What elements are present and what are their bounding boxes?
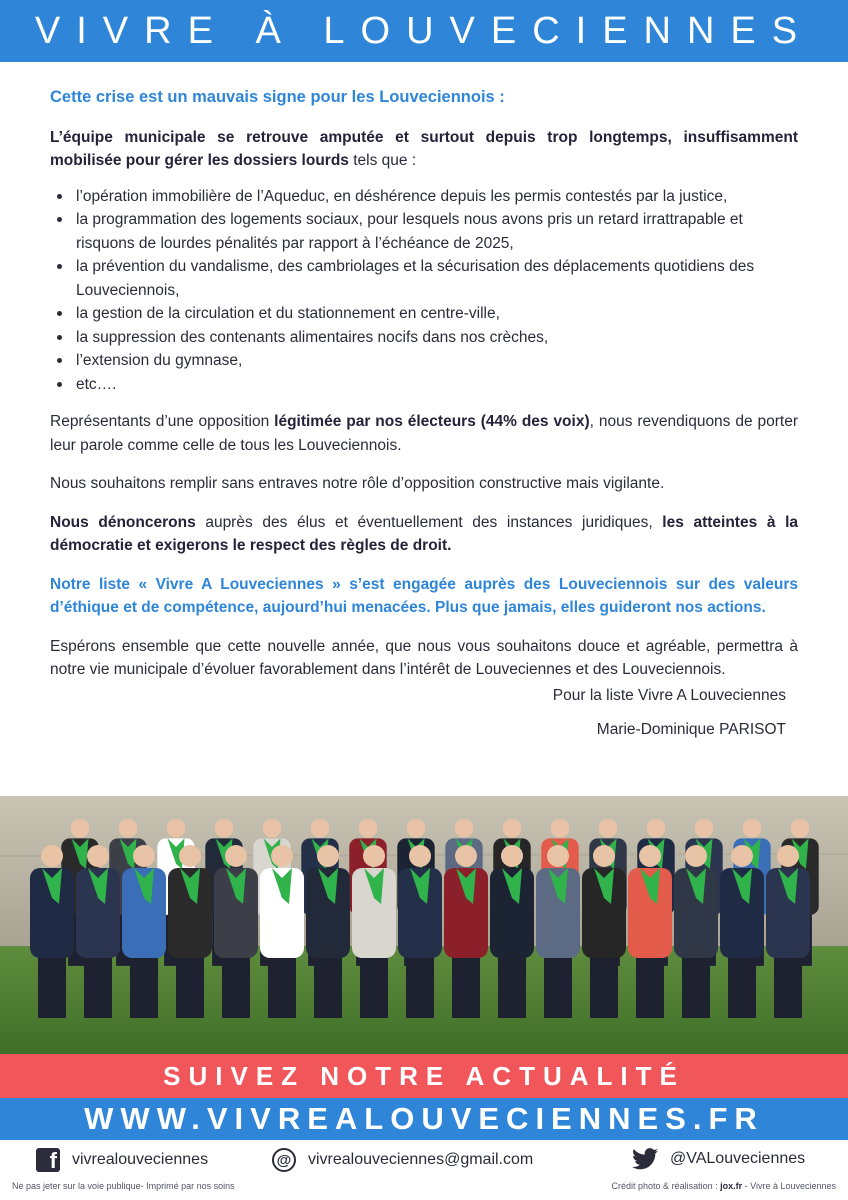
list-item: la programmation des logements sociaux, pour lesquels nous avons pris un retard irrattrapable et risquons de lourdes pénalités par rapport à l’échéance de 2025, — [50, 208, 798, 255]
footer-credit-brand: jox.fr — [720, 1181, 743, 1191]
p4-bold-a: Nous dénoncerons — [50, 513, 196, 531]
role-paragraph: Nous souhaitons remplir sans entraves notre rôle d’opposition constructive mais vigilante. — [50, 475, 665, 492]
website-banner[interactable]: WWW.VIVREALOUVECIENNES.FR — [0, 1098, 848, 1140]
group-photo-illustration — [0, 796, 848, 1054]
commitment-paragraph: Notre liste « Vivre A Louveciennes » s’est engagée auprès des Louveciennois sur des valeurs d’éthique et de compétence, aujourd’hui menacées. Plus que jamais, elles guideront nos actions. — [50, 575, 798, 616]
footer — [0, 1181, 848, 1200]
list-item: l’extension du gymnase, — [50, 349, 798, 373]
email-address: vivrealouveciennes@gmail.com — [308, 1151, 534, 1168]
article-heading: Cette crise est un mauvais signe pour les Louveciennois : — [50, 88, 505, 106]
p2-bold: légitimée par nos électeurs (44% des voix) — [274, 413, 590, 430]
footer-credit-prefix: Crédit photo & réalisation : — [611, 1181, 721, 1191]
contact-row — [0, 1140, 848, 1180]
opposition-paragraph — [50, 410, 798, 457]
facebook-contact[interactable] — [36, 1148, 208, 1172]
intro-paragraph — [50, 126, 798, 173]
twitter-icon — [632, 1148, 658, 1170]
list-item: etc…. — [50, 373, 798, 397]
list-item: la prévention du vandalisme, des cambriolages et la sécurisation des déplacements quotidiens des Louveciennois, — [50, 255, 798, 302]
facebook-handle: vivrealouveciennes — [72, 1151, 209, 1168]
list-item: l’opération immobilière de l’Aqueduc, en déshérence depuis les permis contestés par la justice, — [50, 185, 798, 209]
signature-list: Pour la liste Vivre A Louveciennes — [552, 686, 786, 704]
list-item: la suppression des contenants alimentaires nocifs dans nos crèches, — [50, 326, 798, 350]
twitter-handle: @VALouveciennes — [670, 1150, 806, 1167]
denounce-paragraph — [50, 511, 798, 558]
follow-banner: SUIVEZ NOTRE ACTUALITÉ — [0, 1054, 848, 1098]
header-title: VIVRE À LOUVECIENNES — [0, 0, 848, 62]
signature-name: Marie-Dominique PARISOT — [596, 720, 786, 738]
p2-text-c: , nous revendiquons de porter leur parole comme celle de tous les Louveciennois. — [50, 413, 798, 454]
signature — [50, 684, 798, 741]
p2-text-a: Représentants d’une opposition — [50, 413, 275, 430]
intro-bold: L’équipe municipale se retrouve amputée et surtout depuis trop longtemps, insuffisamment mobilisée pour gérer les dossiers lourds — [50, 128, 798, 169]
footer-credit-suffix: - Vivre à Louveciennes — [742, 1181, 836, 1191]
wishes-paragraph: Espérons ensemble que cette nouvelle année, que nous vous souhaitons douce et agréable, permettra à notre vie municipale d’évoluer favorablement dans l’intérêt de Louveciennes et des Louveciennois. — [50, 637, 798, 678]
p4-text-b: auprès des élus et éventuellement des instances juridiques, — [195, 513, 663, 531]
facebook-icon — [36, 1148, 60, 1172]
article — [50, 86, 798, 741]
at-icon: @ — [272, 1148, 296, 1172]
p4-bold-c: les atteintes à la démocratie et exigerons le respect des règles de droit. — [50, 513, 798, 554]
twitter-contact[interactable] — [632, 1148, 805, 1170]
intro-rest: tels que : — [348, 152, 417, 169]
list-item: la gestion de la circulation et du stationnement en centre-ville, — [50, 302, 798, 326]
issues-list — [50, 185, 798, 397]
footer-left: Ne pas jeter sur la voie publique- Imprimé par nos soins — [12, 1181, 235, 1191]
group-photo — [0, 796, 848, 1054]
footer-right — [612, 1181, 836, 1200]
email-contact[interactable] — [272, 1148, 533, 1172]
